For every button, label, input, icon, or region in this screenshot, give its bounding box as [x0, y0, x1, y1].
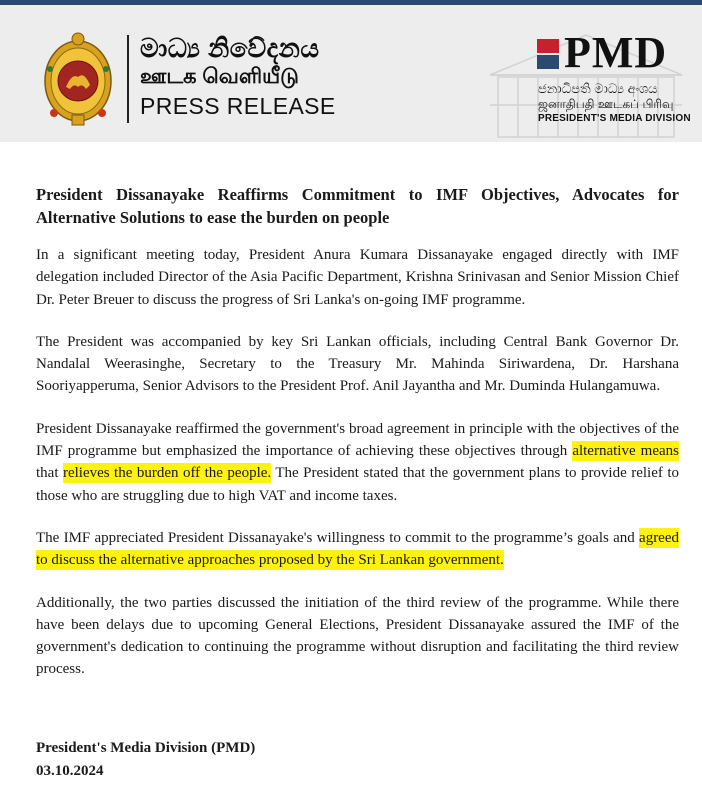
press-release-header [0, 5, 702, 142]
p4-text-start: The IMF appreciated President Dissanayake's willingness to commit to the programme’s goals and [36, 529, 640, 546]
p3-text-mid: that [36, 465, 63, 482]
p3-text-end: The President stated that the government plans to provide relief to those who are struggling due to high VAT and income taxes. [36, 465, 679, 504]
pmd-logo-text: PMD [564, 28, 668, 77]
english-title: PRESS RELEASE [140, 93, 336, 119]
pmd-english-name: PRESIDENT'S MEDIA DIVISION [538, 113, 691, 124]
paragraph-1: In a significant meeting today, President Anura Kumara Dissanayake engaged directly with IMF delegation included Director of the Asia Pacific Department, Krishna Srinivasan and Senior Mission Chief Dr. Peter Breuer to discuss the progress of Sri Lanka's on-going IMF programme. [36, 247, 679, 308]
press-release-body [36, 183, 679, 701]
paragraph-4 [36, 527, 679, 572]
national-emblem-icon [42, 29, 114, 129]
headline: President Dissanayake Reaffirms Commitment to IMF Objectives, Advocates for Alternative Solutions to ease the burden on people [36, 185, 679, 227]
pmd-logo-icon [537, 39, 559, 69]
pmd-sinhala-name: ජනාධිපති මාධ්‍ය අංශය [538, 81, 658, 96]
paragraph-5: Additionally, the two parties discussed the initiation of the third review of the programme. While there have been delays due to upcoming General Elections, President Dissanayake assured the IMF of the government's dedication to continuing the programme without disruption and facilitating the third review process. [36, 594, 679, 678]
highlight-relieves-burden: relieves the burden off the people. [62, 465, 272, 482]
pmd-tamil-name: ஜனாதிபதி ஊடகப் பிரிவு [538, 97, 674, 111]
p3-text-start: President Dissanayake reaffirmed the government's broad agreement in principle with the objectives of the IMF programme but emphasized the importance of achieving these objectives through [36, 420, 679, 460]
sinhala-title: මාධ්‍ය නිවේදනය [140, 33, 320, 63]
signature-block [36, 737, 255, 783]
highlight-alternative-approaches: agreed to discuss the alternative approaches proposed by the Sri Lankan government. [36, 529, 679, 569]
paragraph-3 [36, 418, 679, 507]
paragraph-2: The President was accompanied by key Sri Lankan officials, including Central Bank Governor Dr. Nandalal Weerasinghe, Secretary to the Treasury Mr. Mahinda Siriwardena, Dr. Harshana Sooriyapperuma, Senior Advisors to the President Prof. Anil Jayantha and Mr. Duminda Hulangamuwa. [36, 333, 679, 395]
header-divider [127, 35, 129, 123]
highlight-alternative-means: alternative means [572, 443, 679, 460]
release-date: 03.10.2024 [36, 763, 104, 779]
tamil-title: ஊடக வெளியீடு [140, 65, 299, 88]
signature: President's Media Division (PMD) [36, 740, 256, 756]
